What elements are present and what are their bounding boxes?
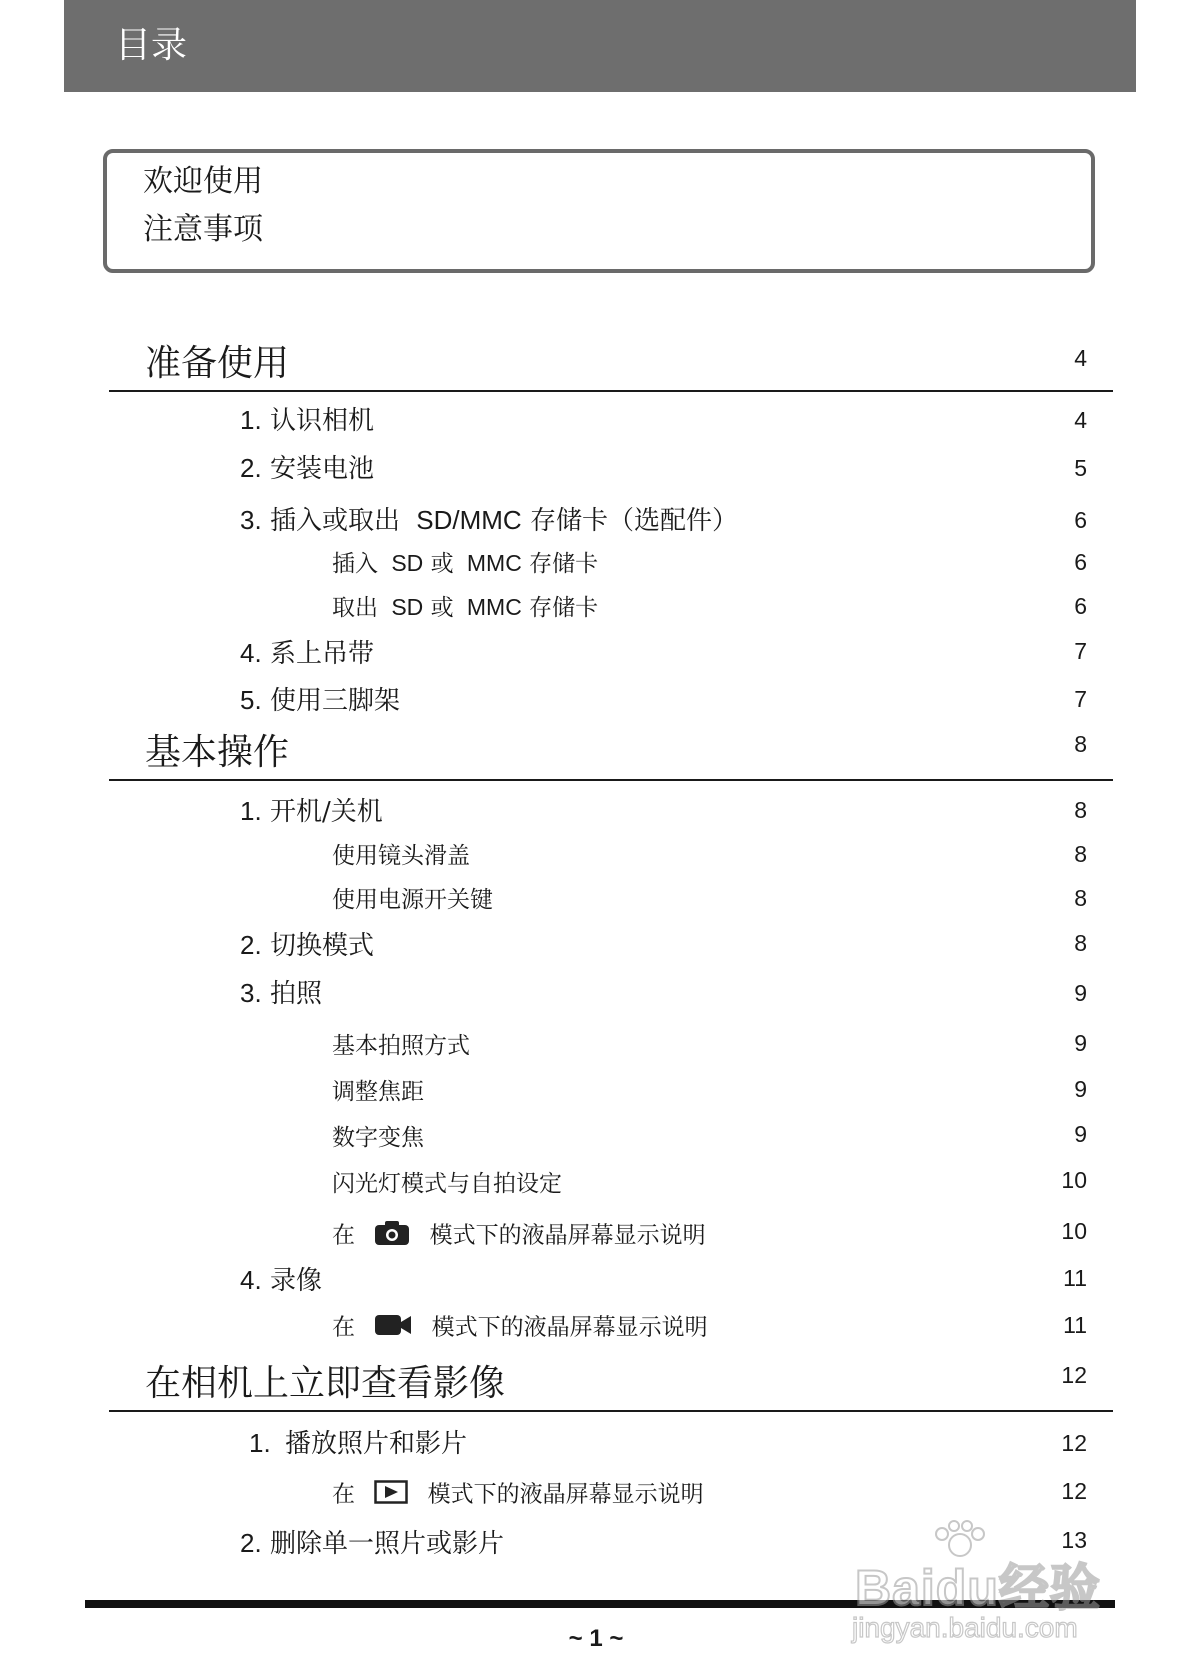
entry-page: 8 <box>1074 885 1087 911</box>
entry-page: 12 <box>1061 1478 1087 1504</box>
entry-page: 5 <box>1074 455 1087 481</box>
entry-page: 7 <box>1074 686 1087 712</box>
entry-number: 2. <box>240 930 262 960</box>
entry-page: 11 <box>1063 1265 1087 1291</box>
entry-page: 10 <box>1061 1167 1087 1193</box>
entry-text-latin: SD/MMC <box>416 505 522 535</box>
toc-subentry[interactable] <box>332 594 598 622</box>
subentry-text: 调整焦距 <box>332 1079 424 1105</box>
toc-entry[interactable] <box>240 638 374 669</box>
entry-page: 13 <box>1061 1527 1087 1553</box>
entry-number: 4. <box>240 1265 262 1295</box>
subentry-text: 模式下的液晶屏幕显示说明 <box>429 1222 706 1249</box>
entry-number: 1. <box>240 405 262 435</box>
entry-page: 6 <box>1074 593 1087 619</box>
entry-text: 录像 <box>269 1266 322 1296</box>
section-page-view: 12 <box>1061 1362 1087 1388</box>
subentry-text: 在 <box>332 1222 355 1249</box>
section-page-prepare: 4 <box>1074 345 1087 371</box>
subentry-text: 闪光灯模式与自拍设定 <box>332 1171 562 1197</box>
subentry-text: 基本拍照方式 <box>332 1033 470 1059</box>
entry-page: 8 <box>1074 930 1087 956</box>
entry-page: 9 <box>1074 1121 1087 1147</box>
entry-number: 3. <box>240 978 262 1008</box>
entry-page: 8 <box>1074 841 1087 867</box>
toc-subentry[interactable] <box>332 1033 470 1060</box>
entry-number: 1. <box>240 796 262 826</box>
subentry-text: 在 <box>332 1314 355 1341</box>
entry-number: 2. <box>240 453 262 483</box>
page-number: ~ 1 ~ <box>568 1625 624 1652</box>
toc-entry[interactable] <box>240 978 322 1009</box>
watermark-url: jingyan.baidu.com <box>852 1612 1078 1643</box>
entry-number: 2. <box>240 1528 262 1558</box>
entry-page: 6 <box>1074 507 1087 533</box>
entry-page: 11 <box>1063 1312 1087 1338</box>
section-divider <box>109 779 1113 781</box>
subentry-text: 或 <box>430 595 454 621</box>
entry-page: 12 <box>1061 1430 1087 1456</box>
section-divider <box>109 1410 1113 1412</box>
toc-subentry[interactable] <box>332 1171 562 1198</box>
section-divider <box>109 390 1113 392</box>
entry-text: 系上吊带 <box>269 639 374 669</box>
toc-entry[interactable] <box>240 796 383 827</box>
subentry-text: 模式下的液晶屏幕显示说明 <box>431 1314 708 1341</box>
entry-text: 切换模式 <box>269 931 374 961</box>
subentry-text: 模式下的液晶屏幕显示说明 <box>427 1481 704 1508</box>
baidu-watermark <box>850 1520 1150 1650</box>
subentry-text: 或 <box>430 551 454 577</box>
page-title: 目录 <box>115 25 188 66</box>
toc-subentry[interactable] <box>332 1480 704 1511</box>
entry-page: 10 <box>1061 1218 1087 1244</box>
subentry-text: 存储卡 <box>529 551 599 577</box>
toc-subentry[interactable] <box>332 1313 708 1344</box>
subentry-text: 存储卡 <box>529 595 599 621</box>
toc-entry[interactable] <box>240 685 400 716</box>
entry-number: 3. <box>240 505 262 535</box>
camera-icon <box>374 1220 410 1253</box>
entry-text: 插入或取出 <box>269 506 400 536</box>
entry-number: 1. <box>249 1428 271 1458</box>
toc-subentry[interactable] <box>332 1125 424 1152</box>
entry-page: 9 <box>1074 1030 1087 1056</box>
toc-subentry[interactable] <box>332 1079 424 1106</box>
entry-text: 使用三脚架 <box>269 686 400 716</box>
entry-text: 播放照片和影片 <box>284 1429 467 1459</box>
toc-subentry[interactable] <box>332 550 598 578</box>
section-title-basic: 基本操作 <box>145 732 290 773</box>
toc-subentry[interactable] <box>332 887 493 914</box>
subentry-text: 使用电源开关键 <box>332 887 493 913</box>
toc-entry[interactable] <box>240 405 374 436</box>
entry-page: 6 <box>1074 549 1087 575</box>
toc-entry[interactable] <box>240 1528 504 1559</box>
entry-text: 删除单一照片或影片 <box>269 1529 504 1559</box>
video-camera-icon <box>374 1313 412 1344</box>
intro-item-welcome: 欢迎使用 <box>143 164 263 199</box>
subentry-text-latin: SD <box>391 550 424 576</box>
toc-subentry[interactable] <box>332 1220 706 1253</box>
entry-text: 认识相机 <box>269 406 374 436</box>
subentry-text-latin: SD <box>391 594 424 620</box>
section-page-basic: 8 <box>1074 731 1087 757</box>
entry-page: 7 <box>1074 638 1087 664</box>
playback-icon <box>374 1480 408 1511</box>
entry-page: 9 <box>1074 980 1087 1006</box>
entry-text: 存储卡（选配件） <box>529 506 738 536</box>
toc-subentry[interactable] <box>332 843 470 870</box>
entry-page: 8 <box>1074 797 1087 823</box>
section-title-prepare: 准备使用 <box>145 343 290 384</box>
entry-page: 9 <box>1074 1076 1087 1102</box>
intro-item-notes: 注意事项 <box>143 212 263 247</box>
toc-entry[interactable] <box>240 930 374 961</box>
entry-text: 安装电池 <box>269 454 374 484</box>
entry-page: 4 <box>1074 407 1087 433</box>
toc-entry[interactable] <box>249 1428 467 1459</box>
subentry-text-latin: MMC <box>466 594 522 620</box>
entry-text: 拍照 <box>269 979 322 1009</box>
watermark-logo: Baidu经验 <box>855 1560 1101 1616</box>
entry-text: 开机/关机 <box>269 797 383 827</box>
entry-number: 5. <box>240 685 262 715</box>
section-title-view: 在相机上立即查看影像 <box>145 1363 506 1404</box>
header-bar <box>64 0 1136 92</box>
subentry-text: 插入 <box>332 551 378 577</box>
toc-entry[interactable] <box>240 1265 322 1296</box>
toc-entry[interactable] <box>240 505 738 536</box>
subentry-text-latin: MMC <box>466 550 522 576</box>
subentry-text: 取出 <box>332 595 378 621</box>
subentry-text: 数字变焦 <box>332 1125 424 1151</box>
subentry-text: 使用镜头滑盖 <box>332 843 470 869</box>
entry-number: 4. <box>240 638 262 668</box>
subentry-text: 在 <box>332 1481 355 1508</box>
toc-entry[interactable] <box>240 453 374 484</box>
